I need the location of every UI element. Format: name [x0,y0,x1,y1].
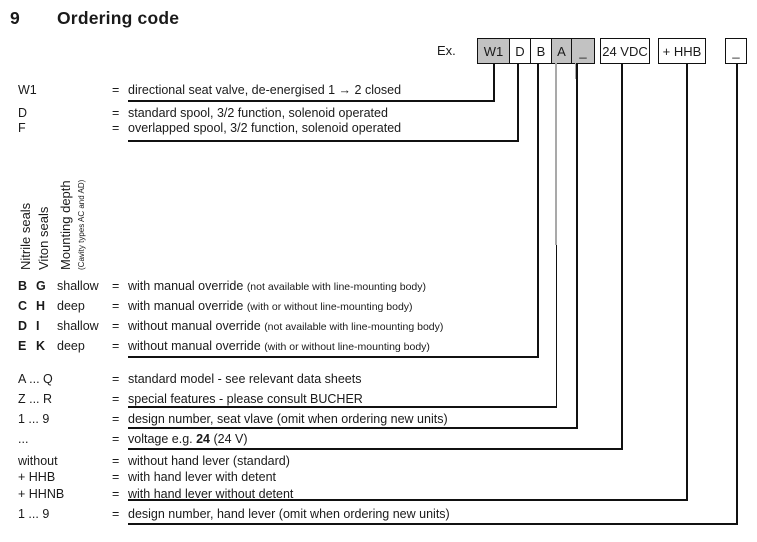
row-label: ... [18,432,29,446]
column-label-nitrile-seals: Nitrile seals [18,202,33,270]
connector-h-spool [128,140,519,142]
row-label-viton: K [36,339,46,353]
row-ch-deep [0,300,757,314]
example-label: Ex. [437,43,456,58]
row-hhb [0,471,757,485]
code-box-model: A [551,39,571,63]
row-voltage [0,433,757,447]
row-label-viton: G [36,279,46,293]
row-label: B [18,279,28,293]
connector-h-voltage [128,448,623,450]
equals-sign: = [112,83,120,97]
row-description: without manual override (not available with line-mounting body) [128,319,444,333]
row-d [0,107,757,121]
row-label: 1 ... 9 [18,412,50,426]
row-label: E [18,339,27,353]
section-title: Ordering code [57,8,180,28]
connector-h-lever-design [128,523,738,525]
column-label-viton-seals: Viton seals [36,206,51,270]
row-design-number-hand-lever [0,508,757,522]
row-standard-model [0,373,757,387]
equals-sign: = [112,319,120,333]
row-hhnb [0,488,757,502]
equals-sign: = [112,299,120,313]
connector-h-w1 [128,100,495,102]
row-label: + HHNB [18,487,65,501]
row-description: without manual override (with or without line-mounting body) [128,339,430,353]
row-description: design number, seat vlave (omit when ordering new units) [128,412,448,426]
equals-sign: = [112,507,120,521]
code-box-spool: D [509,39,530,63]
row-design-number-seat-valve [0,413,757,427]
row-label: without [18,454,58,468]
equals-sign: = [112,279,120,293]
row-description: standard model - see relevant data sheets [128,372,362,386]
equals-sign: = [112,412,120,426]
code-box-seal-mounting: B [530,39,551,63]
equals-sign: = [112,392,120,406]
row-label-depth: shallow [57,319,99,333]
row-description: special features - please consult BUCHER [128,392,363,406]
row-label-depth: deep [57,339,85,353]
row-label: + HHB [18,470,56,484]
row-label: W1 [18,83,37,97]
row-label-viton: I [36,319,40,333]
row-description: with hand lever without detent [128,487,294,501]
row-di-shallow [0,320,757,334]
row-w1 [0,84,757,98]
row-label: 1 ... 9 [18,507,50,521]
row-description: without hand lever (standard) [128,454,290,468]
row-label: D [18,106,28,120]
equals-sign: = [112,372,120,386]
row-label: F [18,121,26,135]
code-box-voltage: 24 VDC [600,38,650,64]
row-description: with manual override (with or without line-mounting body) [128,299,413,313]
ordering-code-box-group [477,38,595,64]
equals-sign: = [112,432,120,446]
equals-sign: = [112,454,120,468]
row-description: with manual override (not available with line-mounting body) [128,279,426,293]
row-description: design number, hand lever (omit when ordering new units) [128,507,450,521]
equals-sign: = [112,339,120,353]
row-description: directional seat valve, de-energised 1 → 2 closed [128,83,402,97]
row-label: D [18,319,28,333]
row-ek-deep [0,340,757,354]
row-description: standard spool, 3/2 function, solenoid operated [128,106,388,120]
code-box-lever-design-number: _ [725,38,747,64]
row-label-depth: deep [57,299,85,313]
row-special-features [0,393,757,407]
column-label-mounting-depth: Mounting depth [58,180,73,270]
code-box-valve-type: W1 [478,39,509,63]
row-f [0,122,757,136]
row-without-lever [0,455,757,469]
row-label: A ... Q [18,372,53,386]
row-description: voltage e.g. 24 (24 V) [128,432,248,446]
section-number: 9 [10,8,20,28]
row-label-depth: shallow [57,279,99,293]
equals-sign: = [112,470,120,484]
equals-sign: = [112,487,120,501]
row-label: Z ... R [18,392,53,406]
column-label-cavity-types: (Cavity types AC and AD) [77,179,86,270]
row-description: overlapped spool, 3/2 function, solenoid operated [128,121,402,135]
row-label: C [18,299,28,313]
code-box-design-number: _ [571,39,594,63]
connector-h-seal [128,356,539,358]
equals-sign: = [112,121,120,135]
row-description: with hand lever with detent [128,470,277,484]
code-box-hand-lever: + HHB [658,38,706,64]
row-bg-shallow [0,280,757,294]
row-label-viton: H [36,299,46,313]
equals-sign: = [112,106,120,120]
connector-h-design [128,427,578,429]
